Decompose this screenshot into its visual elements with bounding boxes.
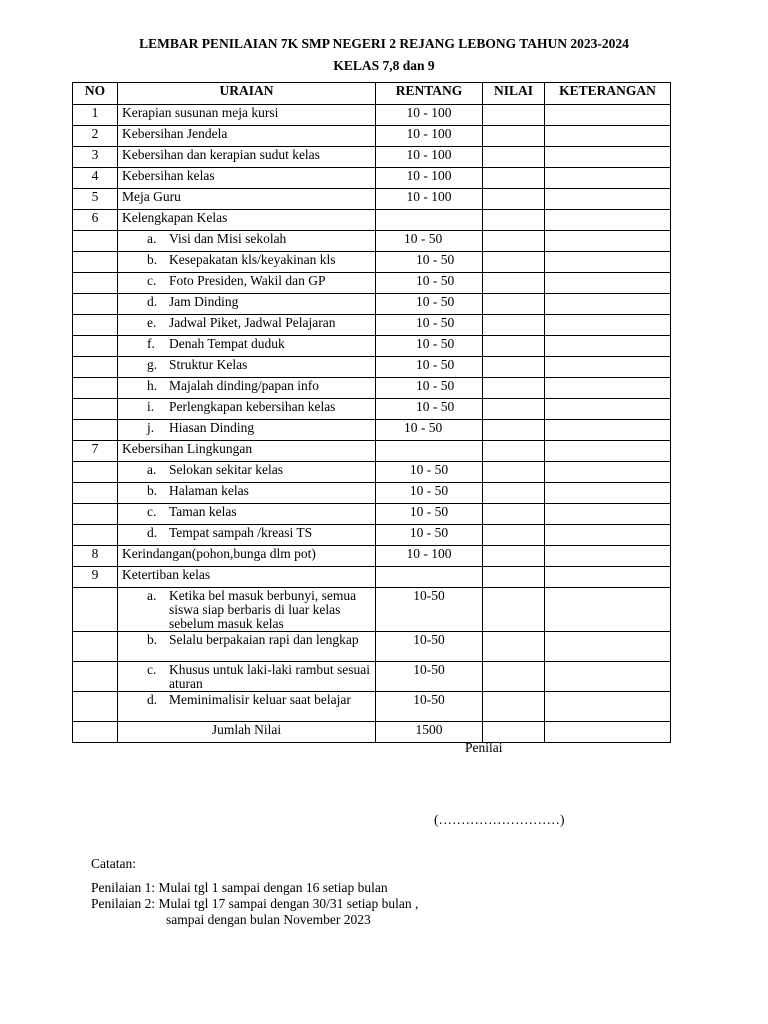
cell-no [73,231,118,252]
cell-no: 6 [73,210,118,231]
cell-rentang: 10 - 50 [376,378,483,399]
cell-uraian: Ketertiban kelas [118,567,376,588]
cell-no: 2 [73,126,118,147]
table-subrow [73,399,671,420]
cell-rentang: 10 - 100 [376,546,483,567]
cell-no [73,357,118,378]
cell-rentang: 10 - 100 [376,147,483,168]
note-line: Penilaian 2: Mulai tgl 17 sampai dengan 30/31 setiap bulan , [91,896,419,911]
cell-keterangan[interactable] [545,231,671,252]
table-subrow [73,231,671,252]
item-text: Halaman kelas [169,483,249,498]
item-letter: d. [147,294,158,309]
cell-uraian [118,662,376,692]
cell-keterangan[interactable] [545,147,671,168]
cell-nilai[interactable] [483,126,545,147]
table-subrow [73,420,671,441]
cell-no: 8 [73,546,118,567]
item-text: Kesepakatan kls/keyakinan kls [169,252,336,267]
cell-rentang: 10 - 50 [376,231,483,252]
item-text: Visi dan Misi sekolah [169,231,287,246]
cell-nilai[interactable] [483,588,545,632]
item-text: Majalah dinding/papan info [169,378,319,393]
cell-uraian [118,420,376,441]
cell-nilai[interactable] [483,189,545,210]
notes-heading: Catatan: [91,856,136,871]
cell-uraian [118,462,376,483]
item-text: Tempat sampah /kreasi TS [169,525,313,540]
item-text: Perlengkapan kebersihan kelas [169,399,336,414]
cell-rentang: 10 - 50 [376,525,483,546]
cell-uraian: Kebersihan Jendela [118,126,376,147]
cell-nilai[interactable] [483,483,545,504]
item-text: Khusus untuk laki-laki rambut sesuai aturan [169,662,370,691]
cell-keterangan[interactable] [545,525,671,546]
cell-keterangan[interactable] [545,483,671,504]
cell-no [73,336,118,357]
table-row [73,147,671,168]
cell-no [73,662,118,692]
cell-uraian [118,525,376,546]
cell-nilai[interactable] [483,294,545,315]
cell-uraian [118,692,376,722]
item-letter: f. [147,336,155,351]
column-header-nilai: NILAI [483,83,545,105]
table-subrow [73,252,671,273]
cell-nilai[interactable] [483,315,545,336]
cell-keterangan[interactable] [545,357,671,378]
cell-rentang: 10 - 50 [376,336,483,357]
table-subrow [73,692,671,722]
cell-no [73,692,118,722]
cell-no [73,315,118,336]
cell-uraian: Kelengkapan Kelas [118,210,376,231]
cell-no: 4 [73,168,118,189]
cell-rentang: 10 - 50 [376,315,483,336]
item-text: Ketika bel masuk berbunyi, semua siswa siap berbaris di luar kelas sebelum masuk kelas [169,588,357,631]
item-letter: e. [147,315,157,330]
cell-nilai[interactable] [483,252,545,273]
table-subrow [73,273,671,294]
cell-keterangan[interactable] [545,420,671,441]
cell-keterangan[interactable] [545,692,671,722]
item-text: Hiasan Dinding [169,420,255,435]
table-subrow [73,336,671,357]
table-row [73,567,671,588]
cell-nilai[interactable] [483,462,545,483]
cell-nilai[interactable] [483,662,545,692]
cell-keterangan[interactable] [545,105,671,126]
cell-keterangan[interactable] [545,546,671,567]
item-letter: b. [147,252,158,267]
item-letter: c. [147,273,157,288]
total-label: Jumlah Nilai [118,722,376,743]
item-letter: c. [147,504,157,519]
item-text: Selokan sekitar kelas [169,462,283,477]
cell-nilai[interactable] [483,231,545,252]
cell-keterangan[interactable] [545,273,671,294]
cell-keterangan[interactable] [545,399,671,420]
table-subrow [73,504,671,525]
table-row [73,168,671,189]
cell-uraian: Kebersihan kelas [118,168,376,189]
cell-nilai[interactable] [483,504,545,525]
cell-no [73,632,118,662]
cell-rentang: 10-50 [376,588,483,632]
cell-no [73,378,118,399]
column-header-rentang: RENTANG [376,83,483,105]
cell-rentang [376,567,483,588]
cell-no: 7 [73,441,118,462]
cell-uraian: Meja Guru [118,189,376,210]
cell-keterangan[interactable] [545,315,671,336]
cell-no [73,483,118,504]
cell-no [73,588,118,632]
cell-rentang: 10 - 50 [376,462,483,483]
cell-uraian: Kebersihan Lingkungan [118,441,376,462]
cell-rentang: 10 - 50 [376,483,483,504]
cell-nilai[interactable] [483,692,545,722]
cell-rentang: 10 - 50 [376,252,483,273]
cell-rentang: 10 - 100 [376,105,483,126]
cell-uraian [118,273,376,294]
cell-uraian [118,231,376,252]
cell-keterangan[interactable] [545,722,671,743]
note-line: sampai dengan bulan November 2023 [166,912,371,927]
table-row [73,210,671,231]
cell-no: 5 [73,189,118,210]
cell-keterangan[interactable] [545,441,671,462]
cell-nilai[interactable] [483,546,545,567]
cell-rentang [376,441,483,462]
cell-uraian [118,632,376,662]
cell-rentang: 10-50 [376,692,483,722]
item-letter: g. [147,357,158,372]
cell-no [73,722,118,743]
cell-nilai[interactable] [483,147,545,168]
column-header-keterangan: KETERANGAN [545,83,671,105]
table-row [73,546,671,567]
cell-no [73,462,118,483]
cell-no [73,399,118,420]
cell-keterangan[interactable] [545,252,671,273]
item-letter: a. [147,588,157,603]
cell-nilai[interactable] [483,210,545,231]
cell-uraian [118,378,376,399]
cell-nilai[interactable] [483,168,545,189]
item-letter: h. [147,378,158,393]
assessment-table [72,82,671,743]
table-subrow [73,525,671,546]
table-subrow [73,357,671,378]
cell-rentang: 10-50 [376,632,483,662]
total-value: 1500 [376,722,483,743]
cell-rentang: 10 - 100 [376,189,483,210]
item-text: Struktur Kelas [169,357,248,372]
item-text: Jadwal Piket, Jadwal Pelajaran [169,315,336,330]
cell-no: 3 [73,147,118,168]
cell-rentang: 10 - 100 [376,126,483,147]
table-row [73,189,671,210]
cell-rentang: 10 - 100 [376,168,483,189]
cell-rentang: 10 - 50 [376,399,483,420]
table-subrow [73,588,671,632]
cell-keterangan[interactable] [545,462,671,483]
cell-rentang: 10 - 50 [376,357,483,378]
item-letter: d. [147,692,158,707]
item-text: Taman kelas [169,504,237,519]
cell-nilai[interactable] [483,357,545,378]
cell-keterangan[interactable] [545,336,671,357]
cell-keterangan[interactable] [545,168,671,189]
cell-keterangan[interactable] [545,632,671,662]
table-row [73,441,671,462]
cell-no [73,504,118,525]
cell-rentang: 10 - 50 [376,504,483,525]
cell-uraian [118,588,376,632]
cell-uraian [118,483,376,504]
cell-nilai[interactable] [483,420,545,441]
cell-uraian [118,294,376,315]
cell-uraian: Kebersihan dan kerapian sudut kelas [118,147,376,168]
cell-uraian [118,504,376,525]
table-subrow [73,483,671,504]
cell-nilai[interactable] [483,105,545,126]
table-subrow [73,315,671,336]
cell-no [73,420,118,441]
signature-placeholder: (………………………) [434,812,565,827]
cell-keterangan[interactable] [545,210,671,231]
item-letter: d. [147,525,158,540]
cell-keterangan[interactable] [545,189,671,210]
column-header-no: NO [73,83,118,105]
document-title: LEMBAR PENILAIAN 7K SMP NEGERI 2 REJANG LEBONG TAHUN 2023-2024 [139,36,629,51]
cell-nilai[interactable] [483,336,545,357]
cell-uraian: Kerindangan(pohon,bunga dlm pot) [118,546,376,567]
cell-uraian [118,399,376,420]
item-text: Denah Tempat duduk [169,336,285,351]
cell-nilai[interactable] [483,399,545,420]
table-subrow [73,662,671,692]
cell-keterangan[interactable] [545,126,671,147]
cell-uraian [118,315,376,336]
cell-nilai[interactable] [483,632,545,662]
cell-keterangan[interactable] [545,567,671,588]
cell-no: 1 [73,105,118,126]
cell-nilai[interactable] [483,567,545,588]
cell-uraian: Kerapian susunan meja kursi [118,105,376,126]
cell-nilai[interactable] [483,525,545,546]
item-letter: j. [147,420,155,435]
item-letter: i. [147,399,155,414]
cell-keterangan[interactable] [545,294,671,315]
note-line: Penilaian 1: Mulai tgl 1 sampai dengan 16 setiap bulan [91,880,388,895]
cell-keterangan[interactable] [545,588,671,632]
cell-no [73,525,118,546]
evaluator-label: Penilai [465,740,503,755]
cell-no: 9 [73,567,118,588]
item-text: Foto Presiden, Wakil dan GP [169,273,326,288]
item-letter: b. [147,632,158,647]
cell-nilai[interactable] [483,441,545,462]
cell-no [73,273,118,294]
item-letter: b. [147,483,158,498]
item-text: Meminimalisir keluar saat belajar [169,692,351,707]
table-subrow [73,294,671,315]
cell-rentang: 10 - 50 [376,420,483,441]
cell-uraian [118,252,376,273]
cell-rentang: 10 - 50 [376,273,483,294]
cell-rentang: 10 - 50 [376,294,483,315]
item-letter: a. [147,231,157,246]
item-text: Selalu berpakaian rapi dan lengkap [169,632,359,647]
cell-rentang: 10-50 [376,662,483,692]
table-header-row [73,83,671,105]
cell-keterangan[interactable] [545,378,671,399]
cell-keterangan[interactable] [545,504,671,525]
table-subrow [73,632,671,662]
item-letter: a. [147,462,157,477]
cell-nilai[interactable] [483,273,545,294]
cell-no [73,252,118,273]
item-text: Jam Dinding [169,294,239,309]
total-row [73,722,671,743]
item-letter: c. [147,662,157,677]
document-subtitle: KELAS 7,8 dan 9 [333,58,435,73]
cell-no [73,294,118,315]
cell-keterangan[interactable] [545,662,671,692]
cell-nilai[interactable] [483,378,545,399]
cell-rentang [376,210,483,231]
cell-uraian [118,357,376,378]
table-row [73,126,671,147]
table-subrow [73,378,671,399]
table-row [73,105,671,126]
column-header-uraian: URAIAN [118,83,376,105]
cell-uraian [118,336,376,357]
table-subrow [73,462,671,483]
